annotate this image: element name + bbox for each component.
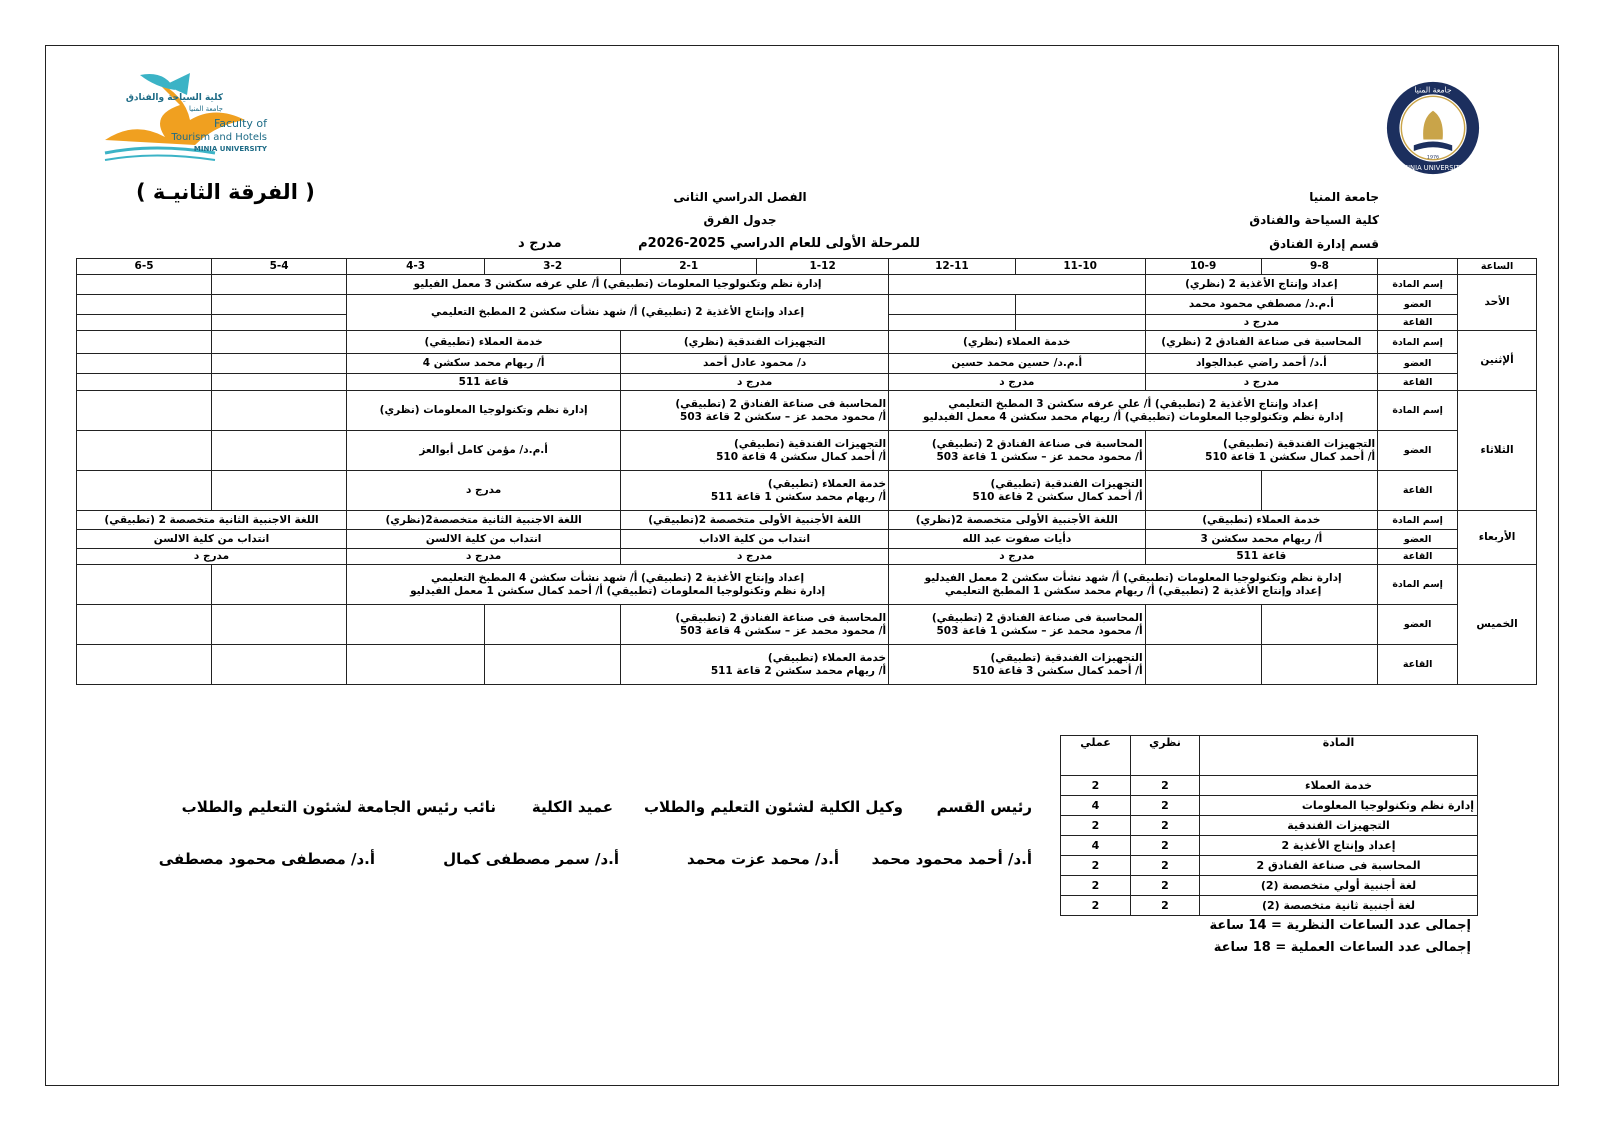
cell-line: أ/ أحمد كمال سكشن 4 قاعة 510 (716, 450, 887, 463)
subject-label: إسم المادة (1378, 565, 1458, 605)
period-cell: 6-5 (77, 259, 212, 275)
sig-dean-title: عميد الكلية (531, 798, 613, 816)
member-label: العضو (1378, 431, 1458, 471)
summary-subject: خدمة العملاء (1200, 776, 1478, 796)
schedule-cell (621, 431, 889, 471)
schedule-cell (889, 391, 1378, 431)
cell-line: أ/ أحمد كمال سكشن 1 قاعة 510 (1205, 450, 1376, 463)
seal-year: 1976 (1426, 155, 1440, 161)
schedule-table (76, 258, 1537, 685)
cell-line: أ/ محمود محمد عز – سكشن 2 قاعة 503 (680, 410, 887, 423)
summary-header-subject: المادة (1200, 736, 1478, 776)
day-wednesday: الأربعاء (1458, 511, 1537, 565)
summary-practical: 2 (1061, 876, 1131, 896)
room-label: القاعة (1378, 315, 1458, 331)
schedule-cell (889, 605, 1145, 645)
schedule-cell (889, 431, 1145, 471)
schedule-cell: مدرج د (347, 471, 621, 511)
cell-line: التجهيزات الفندقية (تطبيقي) (990, 651, 1143, 664)
summary-practical: 4 (1061, 796, 1131, 816)
sig-dean-name: أ.د/ سمر مصطفى كمال (443, 850, 619, 868)
sig-vice-dean-title: وكيل الكلية لشئون التعليم والطلاب (643, 798, 903, 816)
period-cell: 5-4 (212, 259, 347, 275)
summary-theory: 2 (1131, 796, 1200, 816)
wednesday-room-row (77, 549, 1537, 565)
hours-summary-table (1060, 735, 1478, 916)
member-label: العضو (1378, 354, 1458, 374)
department-name: قسم إدارة الفنادق (1269, 237, 1379, 251)
room-label: القاعة (1378, 471, 1458, 511)
summary-practical: 4 (1061, 836, 1131, 856)
cell-line: إعداد وإنتاج الأغذية 2 (تطبيقي) أ/ علي عرفه سكشن 3 المطبخ التعليمي (948, 397, 1318, 410)
schedule-cell (621, 605, 889, 645)
summary-header-practical: عملي (1061, 736, 1131, 776)
schedule-cell: مدرج د (77, 549, 347, 565)
summary-subject: المحاسبة فى صناعة الفنادق 2 (1200, 856, 1478, 876)
wednesday-subject-row (77, 511, 1537, 530)
schedule-cell: مدرج د (347, 549, 621, 565)
semester-title: الفصل الدراسي الثانى (673, 190, 807, 204)
period-cell: 11-10 (1015, 259, 1145, 275)
schedule-cell: مدرج د (1145, 374, 1378, 391)
schedule-cell: أ/ ريهام محمد سكشن 4 (347, 354, 621, 374)
schedule-cell: اللغة الاجنبية الثانية متخصصة2(نظري) (347, 511, 621, 530)
seal-text-en: MINIA UNIVERSITY (1402, 164, 1464, 173)
schedule-cell: التجهيزات الفندقية (نظري) (621, 331, 889, 354)
schedule-cell: انتداب من كلية الالسن (347, 530, 621, 549)
university-seal (1385, 80, 1481, 176)
cell-line: أ/ أحمد كمال سكشن 2 قاعة 510 (972, 490, 1143, 503)
sig-vice-dean-name: أ.د/ محمد عزت محمد (687, 850, 839, 868)
monday-member-row (77, 354, 1537, 374)
subject-label: إسم المادة (1378, 511, 1458, 530)
monday-subject-row (77, 331, 1537, 354)
cell-line: المحاسبة فى صناعة الفنادق 2 (تطبيقي) (675, 397, 887, 410)
summary-row (1061, 776, 1478, 796)
room-label: القاعة (1378, 645, 1458, 685)
room-label: القاعة (1378, 549, 1458, 565)
cell-line: التجهيزات الفندقية (تطبيقي) (990, 477, 1143, 490)
summary-row (1061, 876, 1478, 896)
sig-vp-title: نائب رئيس الجامعة لشئون التعليم والطلاب (181, 798, 496, 816)
period-cell: 2-1 (621, 259, 757, 275)
schedule-title: جدول الفرق (703, 213, 777, 227)
summary-theory: 2 (1131, 876, 1200, 896)
schedule-cell: إعداد وإنتاج الأغذية 2 (تطبيقي) أ/ شهد نشأت سكشن 2 المطبخ التعليمي (347, 295, 889, 331)
logo-text-ar2: جامعة المنيا (188, 105, 223, 113)
period-cell: 3-2 (485, 259, 621, 275)
schedule-cell: اللغة الأجنبية الأولى متخصصة 2(تطبيقي) (621, 511, 889, 530)
schedule-cell (621, 645, 889, 685)
cell-line: أ/ ريهام محمد سكشن 2 قاعة 511 (710, 664, 887, 677)
member-label: العضو (1378, 605, 1458, 645)
summary-subject: التجهيزات الفندقية (1200, 816, 1478, 836)
monday-room-row (77, 374, 1537, 391)
cell-line: أ/ محمود محمد عز – سكشن 1 قاعة 503 (936, 624, 1143, 637)
summary-practical: 2 (1061, 776, 1131, 796)
summary-practical: 2 (1061, 856, 1131, 876)
schedule-cell: انتداب من كلية الالسن (77, 530, 347, 549)
summary-theory: 2 (1131, 856, 1200, 876)
schedule-cell: إعداد وإنتاج الأغذية 2 (نظري) (1145, 275, 1378, 295)
logo-text-en2: Tourism and Hotels (171, 132, 267, 143)
schedule-cell: أ.م.د/ حسين محمد حسين (889, 354, 1145, 374)
thursday-subject-row (77, 565, 1537, 605)
cell-line: التجهيزات الفندقية (تطبيقي) (733, 437, 887, 450)
schedule-cell: قاعة 511 (1145, 549, 1378, 565)
total-practical-hours: إجمالى عدد الساعات العملية = 18 ساعة (1213, 940, 1471, 955)
cell-line: أ/ أحمد كمال سكشن 3 قاعة 510 (972, 664, 1143, 677)
summary-theory: 2 (1131, 896, 1200, 916)
summary-subject: إعداد وإنتاج الأغذية 2 (1200, 836, 1478, 856)
subject-label: إسم المادة (1378, 275, 1458, 295)
day-tuesday: الثلاثاء (1458, 391, 1537, 511)
schedule-cell: مدرج د (889, 549, 1145, 565)
period-cell: 4-3 (347, 259, 485, 275)
cell-line: المحاسبة فى صناعة الفنادق 2 (تطبيقي) (931, 437, 1143, 450)
schedule-cell (1145, 431, 1378, 471)
sig-head-name: أ.د/ أحمد محمود محمد (871, 850, 1032, 868)
schedule-cell (621, 391, 889, 431)
summary-theory: 2 (1131, 816, 1200, 836)
period-cell: 1-12 (757, 259, 889, 275)
schedule-cell: خدمة العملاء (تطبيقي) (347, 331, 621, 354)
cell-line: إعداد وإنتاج الأغذية 2 (تطبيقي) أ/ شهد نشأت سكشن 4 المطبخ التعليمي (431, 571, 805, 584)
schedule-cell: أ/ ريهام محمد سكشن 3 (1145, 530, 1378, 549)
schedule-cell: خدمة العملاء (تطبيقي) (1145, 511, 1378, 530)
year-line: للمرحلة الأولى للعام الدراسي 2025-2026م (638, 236, 920, 251)
sig-head-title: رئيس القسم (936, 798, 1032, 816)
summary-theory: 2 (1131, 776, 1200, 796)
summary-row (1061, 896, 1478, 916)
schedule-cell: د/ محمود عادل أحمد (621, 354, 889, 374)
schedule-cell (621, 471, 889, 511)
cell-line: إدارة نظم وتكنولوجيا المعلومات (تطبيقي) أ/ شهد نشأت سكشن 2 معمل الفيدليو (924, 571, 1342, 584)
summary-subject: إدارة نظم وتكنولوجيا المعلومات (1200, 796, 1478, 816)
hours-row (77, 259, 1537, 275)
member-label: العضو (1378, 295, 1458, 315)
sunday-subject-row (77, 275, 1537, 295)
thursday-member-row (77, 605, 1537, 645)
schedule-cell: أ.د/ أحمد راضي عبدالجواد (1145, 354, 1378, 374)
schedule-cell (889, 565, 1378, 605)
tuesday-subject-row (77, 391, 1537, 431)
day-monday: ألإثنين (1458, 331, 1537, 391)
thursday-room-row (77, 645, 1537, 685)
summary-subject: لغة أجنبية ثانية متخصصة (2) (1200, 896, 1478, 916)
summary-subject: لغة أجنبية أولي متخصصة (2) (1200, 876, 1478, 896)
period-cell: 10-9 (1145, 259, 1261, 275)
day-sunday: الأحد (1458, 275, 1537, 331)
schedule-cell: مدرج د (621, 374, 889, 391)
sunday-member-row (77, 295, 1537, 315)
schedule-cell: اللغة الاجنبية الثانية متخصصة 2 (تطبيقي) (77, 511, 347, 530)
cell-line: إدارة نظم وتكنولوجيا المعلومات (تطبيقي) أ/ أحمد كمال سكشن 1 معمل الفيدليو (410, 584, 826, 597)
summary-header-theory: نظري (1131, 736, 1200, 776)
level-title: ( الفرقة الثانيـة ) (136, 180, 315, 204)
summary-row (1061, 816, 1478, 836)
cell-line: إدارة نظم وتكنولوجيا المعلومات (تطبيقي) أ/ ريهام محمد سكشن 4 معمل الفيدليو (922, 410, 1344, 423)
total-theory-hours: إجمالى عدد الساعات النظرية = 14 ساعة (1209, 918, 1471, 933)
hour-label: الساعة (1458, 259, 1537, 275)
schedule-cell: إدارة نظم وتكنولوجيا المعلومات (تطبيقي) أ/ علي عرفه سكشن 3 معمل الفيليو (347, 275, 889, 295)
schedule-cell: أ.م.د/ مؤمن كامل أبوالعز (347, 431, 621, 471)
logo-text-en1: Faculty of (213, 117, 267, 130)
summary-row (1061, 796, 1478, 816)
schedule-cell: خدمة العملاء (نظري) (889, 331, 1145, 354)
schedule-cell: دأيات صفوت عبد الله (889, 530, 1145, 549)
schedule-cell: انتداب من كلية الاداب (621, 530, 889, 549)
period-cell: 9-8 (1261, 259, 1377, 275)
schedule-cell (889, 471, 1145, 511)
schedule-cell: مدرج د (1145, 315, 1378, 331)
summary-row (1061, 856, 1478, 876)
cell-line: خدمة العملاء (تطبيقي) (767, 651, 887, 664)
sig-vp-name: أ.د/ مصطفى محمود مصطفى (158, 850, 375, 868)
schedule-cell: مدرج د (621, 549, 889, 565)
room-label: القاعة (1378, 374, 1458, 391)
cell-line: المحاسبة فى صناعة الفنادق 2 (تطبيقي) (675, 611, 887, 624)
seal-text-ar: جامعة المنيا (1414, 85, 1452, 95)
tuesday-member-row (77, 431, 1537, 471)
university-name: جامعة المنيا (1309, 190, 1379, 204)
schedule-cell (347, 565, 889, 605)
day-thursday: الخميس (1458, 565, 1537, 685)
member-label: العضو (1378, 530, 1458, 549)
faculty-name: كلية السياحة والفنادق (1249, 213, 1379, 227)
wednesday-member-row (77, 530, 1537, 549)
schedule-cell (889, 645, 1145, 685)
schedule-cell: اللغة الأجنبية الأولى متخصصة 2(نظري) (889, 511, 1145, 530)
cell-line: التجهيزات الفندقية (تطبيقي) (1223, 437, 1376, 450)
schedule-cell: قاعة 511 (347, 374, 621, 391)
cell-line: أ/ محمود محمد عز – سكشن 1 قاعة 503 (936, 450, 1143, 463)
faculty-logo (95, 65, 270, 165)
schedule-cell: المحاسبة فى صناعة الفنادق 2 (نظري) (1145, 331, 1378, 354)
summary-practical: 2 (1061, 896, 1131, 916)
schedule-cell: إدارة نظم وتكنولوجيا المعلومات (نظري) (347, 391, 621, 431)
cell-line: إعداد وإنتاج الأغذية 2 (تطبيقي) أ/ ريهام محمد سكشن 1 المطبخ التعليمي (944, 584, 1322, 597)
schedule-cell: مدرج د (889, 374, 1145, 391)
summary-theory: 2 (1131, 836, 1200, 856)
cell-line: خدمة العملاء (تطبيقي) (767, 477, 887, 490)
cell-line: أ/ محمود محمد عز – سكشن 4 قاعة 503 (680, 624, 887, 637)
cell-line: المحاسبة فى صناعة الفنادق 2 (تطبيقي) (931, 611, 1143, 624)
schedule-cell: أ.م.د/ مصطفي محمود محمد (1145, 295, 1378, 315)
logo-text-ar: كلية السياحة والفنادق (125, 93, 223, 103)
tuesday-room-row (77, 471, 1537, 511)
subject-label: إسم المادة (1378, 391, 1458, 431)
summary-row (1061, 836, 1478, 856)
logo-text-en3: MINIA UNIVERSITY (193, 145, 267, 153)
period-cell: 12-11 (889, 259, 1016, 275)
summary-practical: 2 (1061, 816, 1131, 836)
cell-line: أ/ ريهام محمد سكشن 1 قاعة 511 (710, 490, 887, 503)
subject-label: إسم المادة (1378, 331, 1458, 354)
hall-name: مدرج د (518, 236, 562, 251)
